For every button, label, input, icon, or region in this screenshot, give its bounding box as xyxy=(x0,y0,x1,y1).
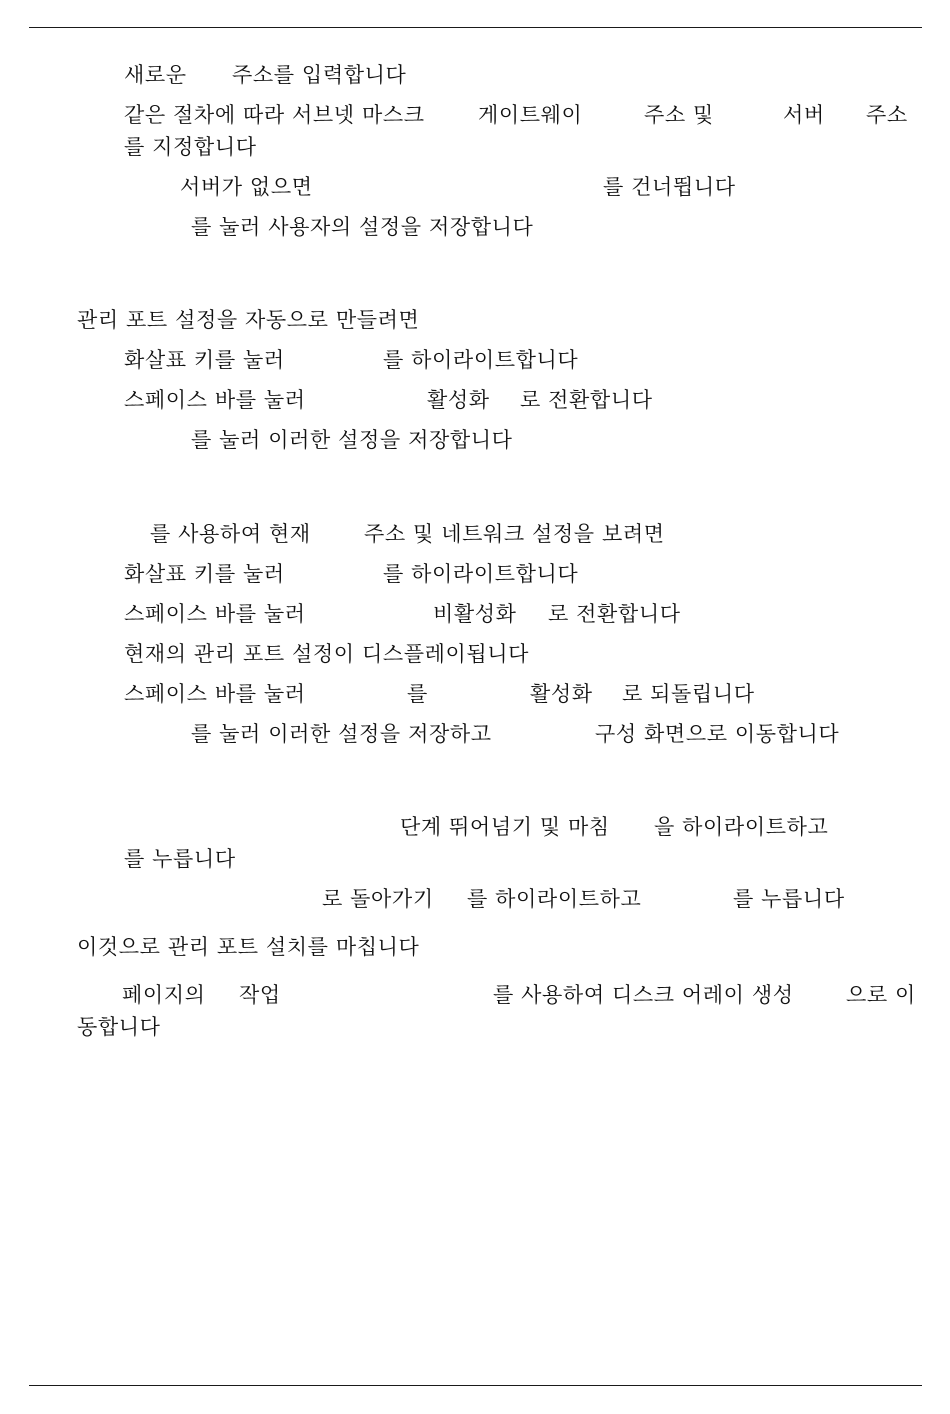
text-segment: 를 하이라이트합니다 xyxy=(383,562,579,586)
text-segment: 로 돌아가기 xyxy=(322,887,434,911)
text-segment: 화살표 키를 눌러 xyxy=(124,348,285,372)
text-segment: 주소 및 xyxy=(644,103,714,127)
text-segment: 이것으로 관리 포트 설치를 마칩니다 xyxy=(77,935,420,959)
text-segment: 작업 xyxy=(239,983,281,1007)
text-segment: 구성 화면으로 이동합니다 xyxy=(595,722,840,746)
text-segment: 으로 이 xyxy=(846,983,916,1007)
text-segment: 활성화 xyxy=(427,388,490,412)
text-segment: 서버 xyxy=(783,103,825,127)
section-heading: 주소 및 네트워크 설정을 보려면 xyxy=(364,522,665,546)
text-segment: 현재의 관리 포트 설정이 디스플레이됩니다 xyxy=(124,642,530,666)
text-segment: 게이트웨이 xyxy=(478,103,583,127)
header-rule xyxy=(29,27,922,28)
text-segment: 로 전환합니다 xyxy=(520,388,653,412)
text-segment: 주소 xyxy=(866,103,908,127)
text-segment: 로 되돌립니다 xyxy=(622,682,755,706)
text-segment: 를 지정합니다 xyxy=(124,135,257,159)
text-segment: 활성화 xyxy=(530,682,593,706)
text-segment: 를 눌러 사용자의 설정을 저장합니다 xyxy=(191,215,534,239)
text-segment: 를 하이라이트하고 xyxy=(467,887,642,911)
text-segment: 를 건너뜁니다 xyxy=(603,175,736,199)
text-segment: 같은 절차에 따라 서브넷 마스크 xyxy=(124,103,425,127)
text-segment: 를 누릅니다 xyxy=(733,887,845,911)
text-segment: 비활성화 xyxy=(433,602,517,626)
text-segment: 화살표 키를 눌러 xyxy=(124,562,285,586)
text-segment: 를 눌러 이러한 설정을 저장합니다 xyxy=(191,428,513,452)
text-segment: 를 하이라이트합니다 xyxy=(383,348,579,372)
text-segment: 를 사용하여 디스크 어레이 생성 xyxy=(493,983,794,1007)
text-segment: 페이지의 xyxy=(122,983,206,1007)
text-segment: 를 xyxy=(407,682,428,706)
section-heading: 관리 포트 설정을 자동으로 만들려면 xyxy=(77,308,420,332)
text-segment: 을 하이라이트하고 xyxy=(654,815,829,839)
text-segment: 스페이스 바를 눌러 xyxy=(124,602,306,626)
text-segment: 로 전환합니다 xyxy=(548,602,681,626)
text-segment: 를 눌러 이러한 설정을 저장하고 xyxy=(191,722,492,746)
text-segment: 스페이스 바를 눌러 xyxy=(124,388,306,412)
text-segment: 스페이스 바를 눌러 xyxy=(124,682,306,706)
text-segment: 동합니다 xyxy=(77,1015,161,1039)
text-segment: 주소를 입력합니다 xyxy=(232,63,407,87)
text-segment: 새로운 xyxy=(124,63,187,87)
text-segment: 서버가 없으면 xyxy=(180,175,313,199)
section-heading: 를 사용하여 현재 xyxy=(150,522,311,546)
text-segment: 단계 뛰어넘기 및 마침 xyxy=(400,815,610,839)
footer-rule xyxy=(29,1385,922,1386)
text-segment: 를 누릅니다 xyxy=(124,847,236,871)
